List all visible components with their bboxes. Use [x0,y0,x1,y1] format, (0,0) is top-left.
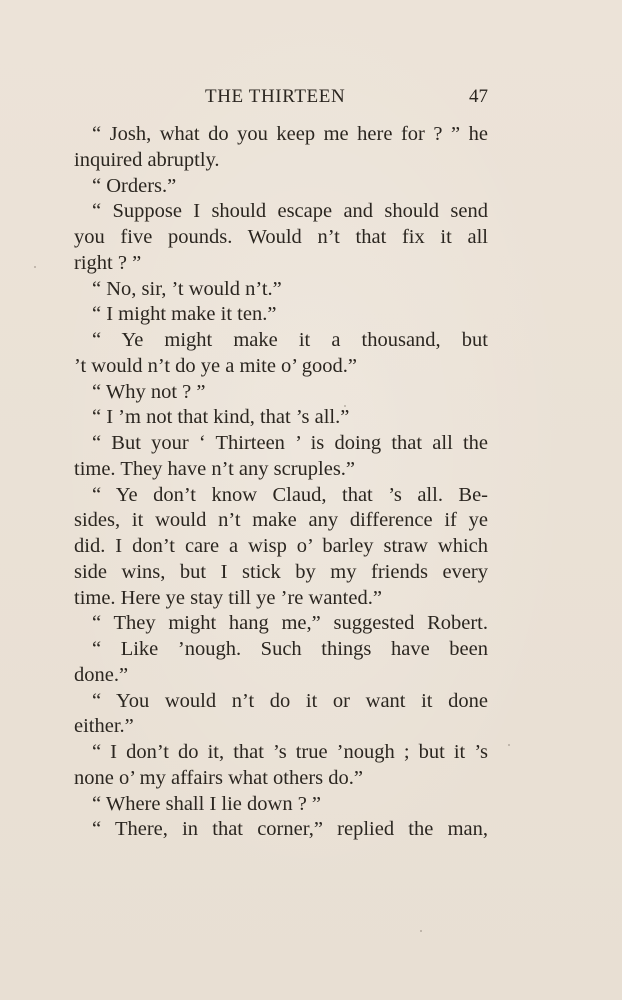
text-line: none o’ my affairs what others do.” [74,766,364,789]
text-line: sides, it would n’t make any difference if ye [74,509,488,532]
text-line: “ I might make it ten.” [92,303,277,326]
text-line: inquired abruptly. [74,148,220,171]
paper-speck [420,930,422,932]
text-line: “ Ye might make it a thousand, but [92,329,488,351]
paper-speck [344,405,346,407]
text-line: “ Ye don’t know Claud, that ’s all. Be- [92,483,488,506]
text-line: time. Here ye stay till ye ’re wanted.” [74,586,382,609]
text-line: “ Orders.” [92,174,177,197]
running-head: THE THIRTEEN [205,86,346,107]
text-line: “ I don’t do it, that ’s true ’nough ; but it ’s [92,741,488,763]
text-line: “ No, sir, ’t would n’t.” [92,277,282,300]
text-line: either.” [74,715,134,738]
page-number: 47 [469,86,488,107]
text-line: “ They might hang me,” suggested Robert. [92,612,488,635]
text-line: time. They have n’t any scruples.” [74,457,356,480]
text-line: right ? ” [74,251,142,274]
text-line: did. I don’t care a wisp o’ barley straw which [74,535,488,557]
text-line: “ But your ‘ Thirteen ’ is doing that all the [92,432,488,454]
text-line: “ There, in that corner,” replied the man, [92,818,488,841]
text-line: “ I ’m not that kind, that ’s all.” [92,406,350,429]
paper-speck [34,266,36,268]
body-text [74,122,488,843]
text-line: “ Suppose I should escape and should send [92,200,488,223]
text-line: “ Like ’nough. Such things have been [92,638,488,660]
text-line: ’t would n’t do ye a mite o’ good.” [74,354,357,377]
text-line: you five pounds. Would n’t that fix it all [74,226,488,248]
text-line: “ Why not ? ” [92,380,206,403]
text-line: “ Josh, what do you keep me here for ? ” he [92,123,488,145]
text-line: done.” [74,663,129,686]
text-line: “ You would n’t do it or want it done [92,689,488,712]
paper-speck [508,744,510,746]
text-line: side wins, but I stick by my friends every [74,560,488,583]
page-header [74,86,488,110]
text-line: “ Where shall I lie down ? ” [92,792,322,815]
